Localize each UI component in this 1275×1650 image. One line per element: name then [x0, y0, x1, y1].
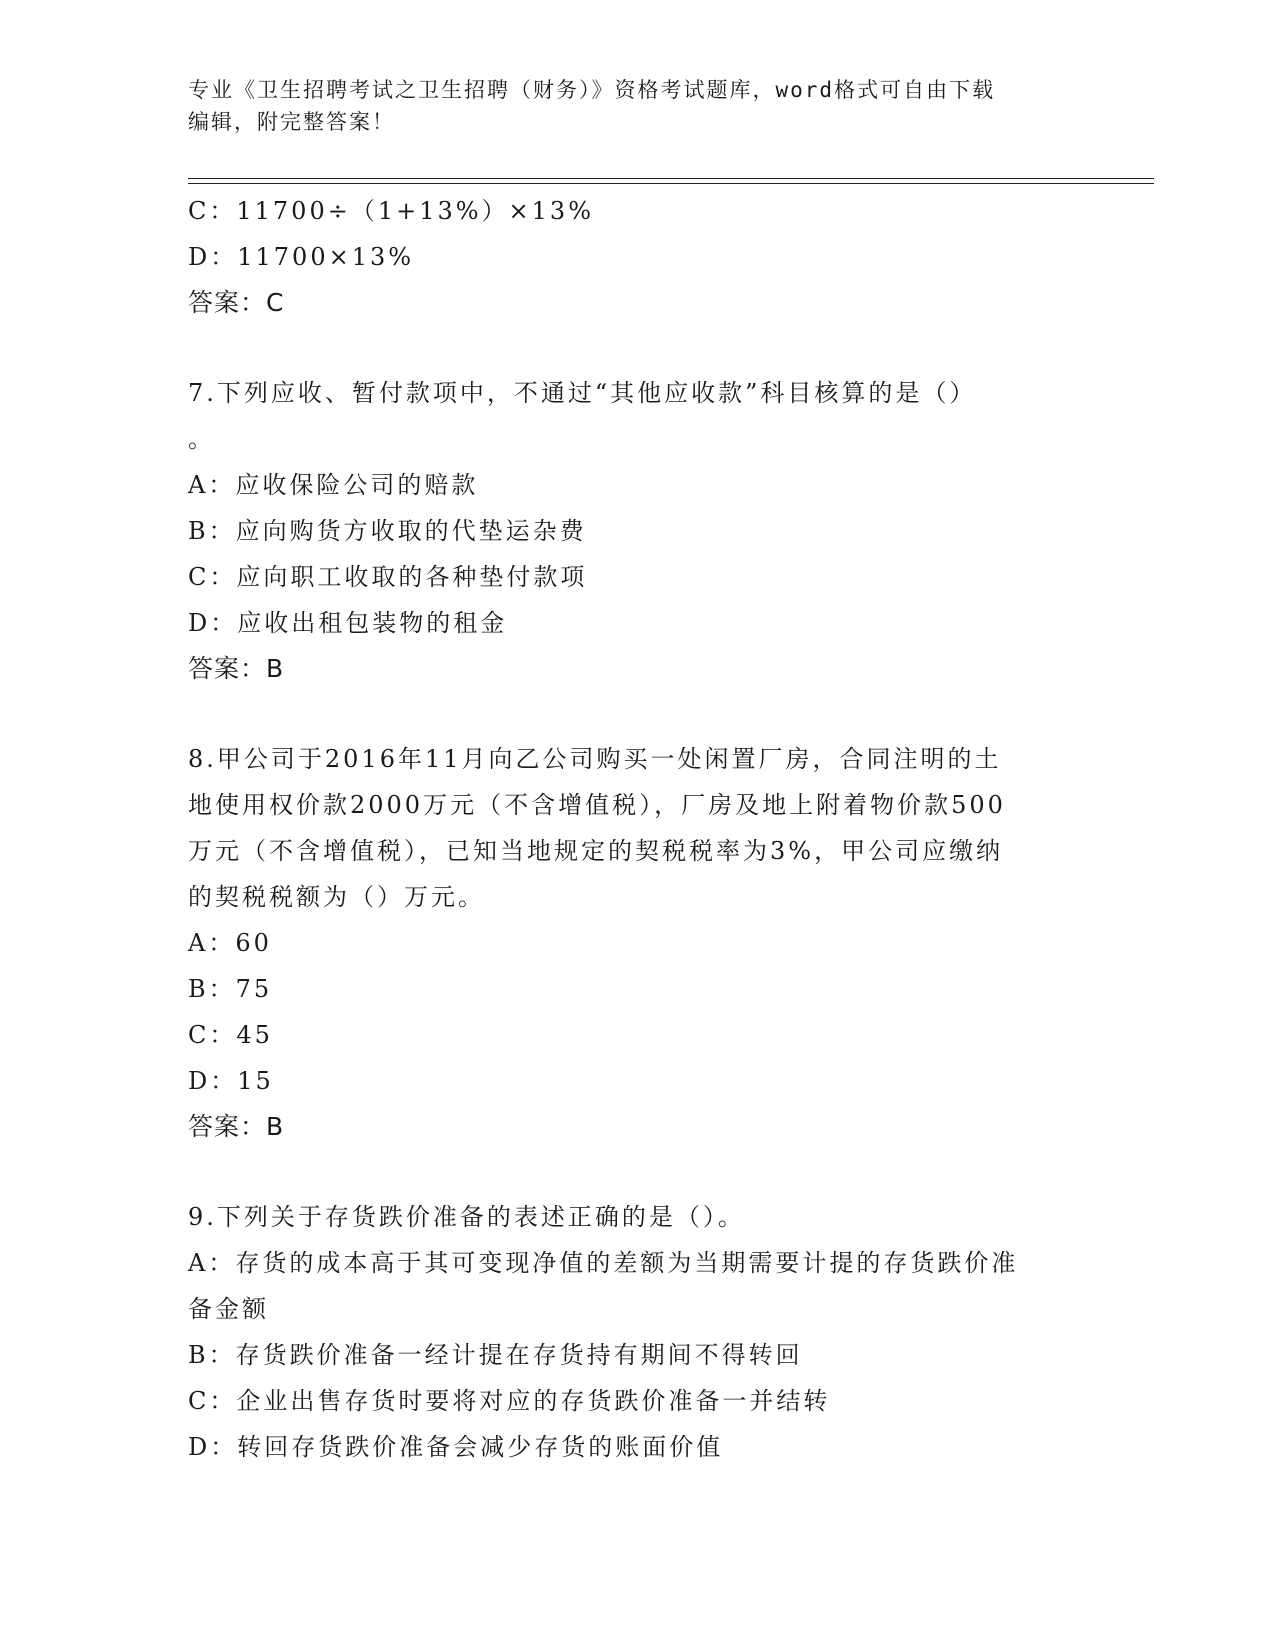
option-a [188, 1240, 1078, 1286]
question-7 [188, 370, 1078, 692]
document-header [188, 74, 1088, 138]
option-text: 15 [237, 1067, 274, 1095]
question-stem: 的契税税额为（）万元。 [188, 883, 485, 911]
header-divider [188, 178, 1154, 184]
option-key: D： [188, 243, 238, 271]
option-key: A： [188, 1249, 236, 1277]
option-text: 应向职工收取的各种垫付款项 [236, 563, 588, 591]
option-key: C： [188, 197, 237, 225]
answer-label: 答案：C [188, 288, 285, 317]
option-key: B： [188, 975, 236, 1003]
option-key: D： [188, 609, 238, 637]
option-text: 企业出售存货时要将对应的存货跌价准备一并结转 [236, 1387, 831, 1415]
question-stem: 7.下列应收、暂付款项中，不通过“其他应收款”科目核算的是（） [188, 379, 977, 407]
option-a-continued: 备金额 [188, 1295, 269, 1323]
option-text: 存货的成本高于其可变现净值的差额为当期需要计提的存货跌价准 [235, 1249, 1019, 1277]
option-key: A： [188, 471, 236, 499]
option-text: 11700×13% [237, 243, 415, 271]
option-d [188, 1424, 1078, 1470]
option-d [188, 234, 1078, 280]
option-d [188, 600, 1078, 646]
question-8 [188, 736, 1078, 1150]
option-b [188, 1332, 1078, 1378]
option-text: 应向购货方收取的代垫运杂费 [235, 517, 587, 545]
option-c [188, 1378, 1078, 1424]
option-key: A： [188, 929, 236, 957]
question-stem: 。 [188, 425, 215, 453]
question-stem: 9.下列关于存货跌价准备的表述正确的是（）。 [188, 1203, 745, 1231]
option-text: 11700÷（1+13%）×13% [236, 197, 595, 225]
question-stem: 8.甲公司于2016年11月向乙公司购买一处闲置厂房，合同注明的土 [188, 745, 1002, 773]
option-b [188, 966, 1078, 1012]
option-key: B： [188, 1341, 236, 1369]
question-6 [188, 188, 1078, 326]
option-key: C： [188, 1387, 237, 1415]
option-key: C： [188, 1021, 237, 1049]
option-key: B： [188, 517, 236, 545]
option-b [188, 508, 1078, 554]
option-a [188, 920, 1078, 966]
option-c [188, 554, 1078, 600]
option-text: 转回存货跌价准备会减少存货的账面价值 [237, 1433, 724, 1461]
option-key: D： [188, 1067, 238, 1095]
option-text: 存货跌价准备一经计提在存货持有期间不得转回 [235, 1341, 803, 1369]
option-key: D： [188, 1433, 238, 1461]
answer-label: 答案：B [188, 654, 285, 683]
question-stem: 万元（不含增值税），已知当地规定的契税税率为3%，甲公司应缴纳 [188, 837, 1004, 865]
option-c [188, 1012, 1078, 1058]
question-list [188, 188, 1078, 1470]
option-text: 60 [235, 929, 272, 957]
question-stem: 地使用权价款2000万元（不含增值税），厂房及地上附着物价款500 [188, 791, 1006, 819]
option-c [188, 188, 1078, 234]
header-line-2: 编辑，附完整答案！ [188, 110, 395, 134]
question-9 [188, 1194, 1078, 1470]
option-a [188, 462, 1078, 508]
option-d [188, 1058, 1078, 1104]
option-text: 应收出租包装物的租金 [237, 609, 508, 637]
header-line-1: 专业《卫生招聘考试之卫生招聘（财务）》资格考试题库，word格式可自由下载 [188, 78, 996, 102]
option-text: 45 [236, 1021, 273, 1049]
answer-label: 答案：B [188, 1112, 285, 1141]
option-key: C： [188, 563, 237, 591]
option-text: 75 [235, 975, 273, 1003]
option-text: 应收保险公司的赔款 [235, 471, 479, 499]
